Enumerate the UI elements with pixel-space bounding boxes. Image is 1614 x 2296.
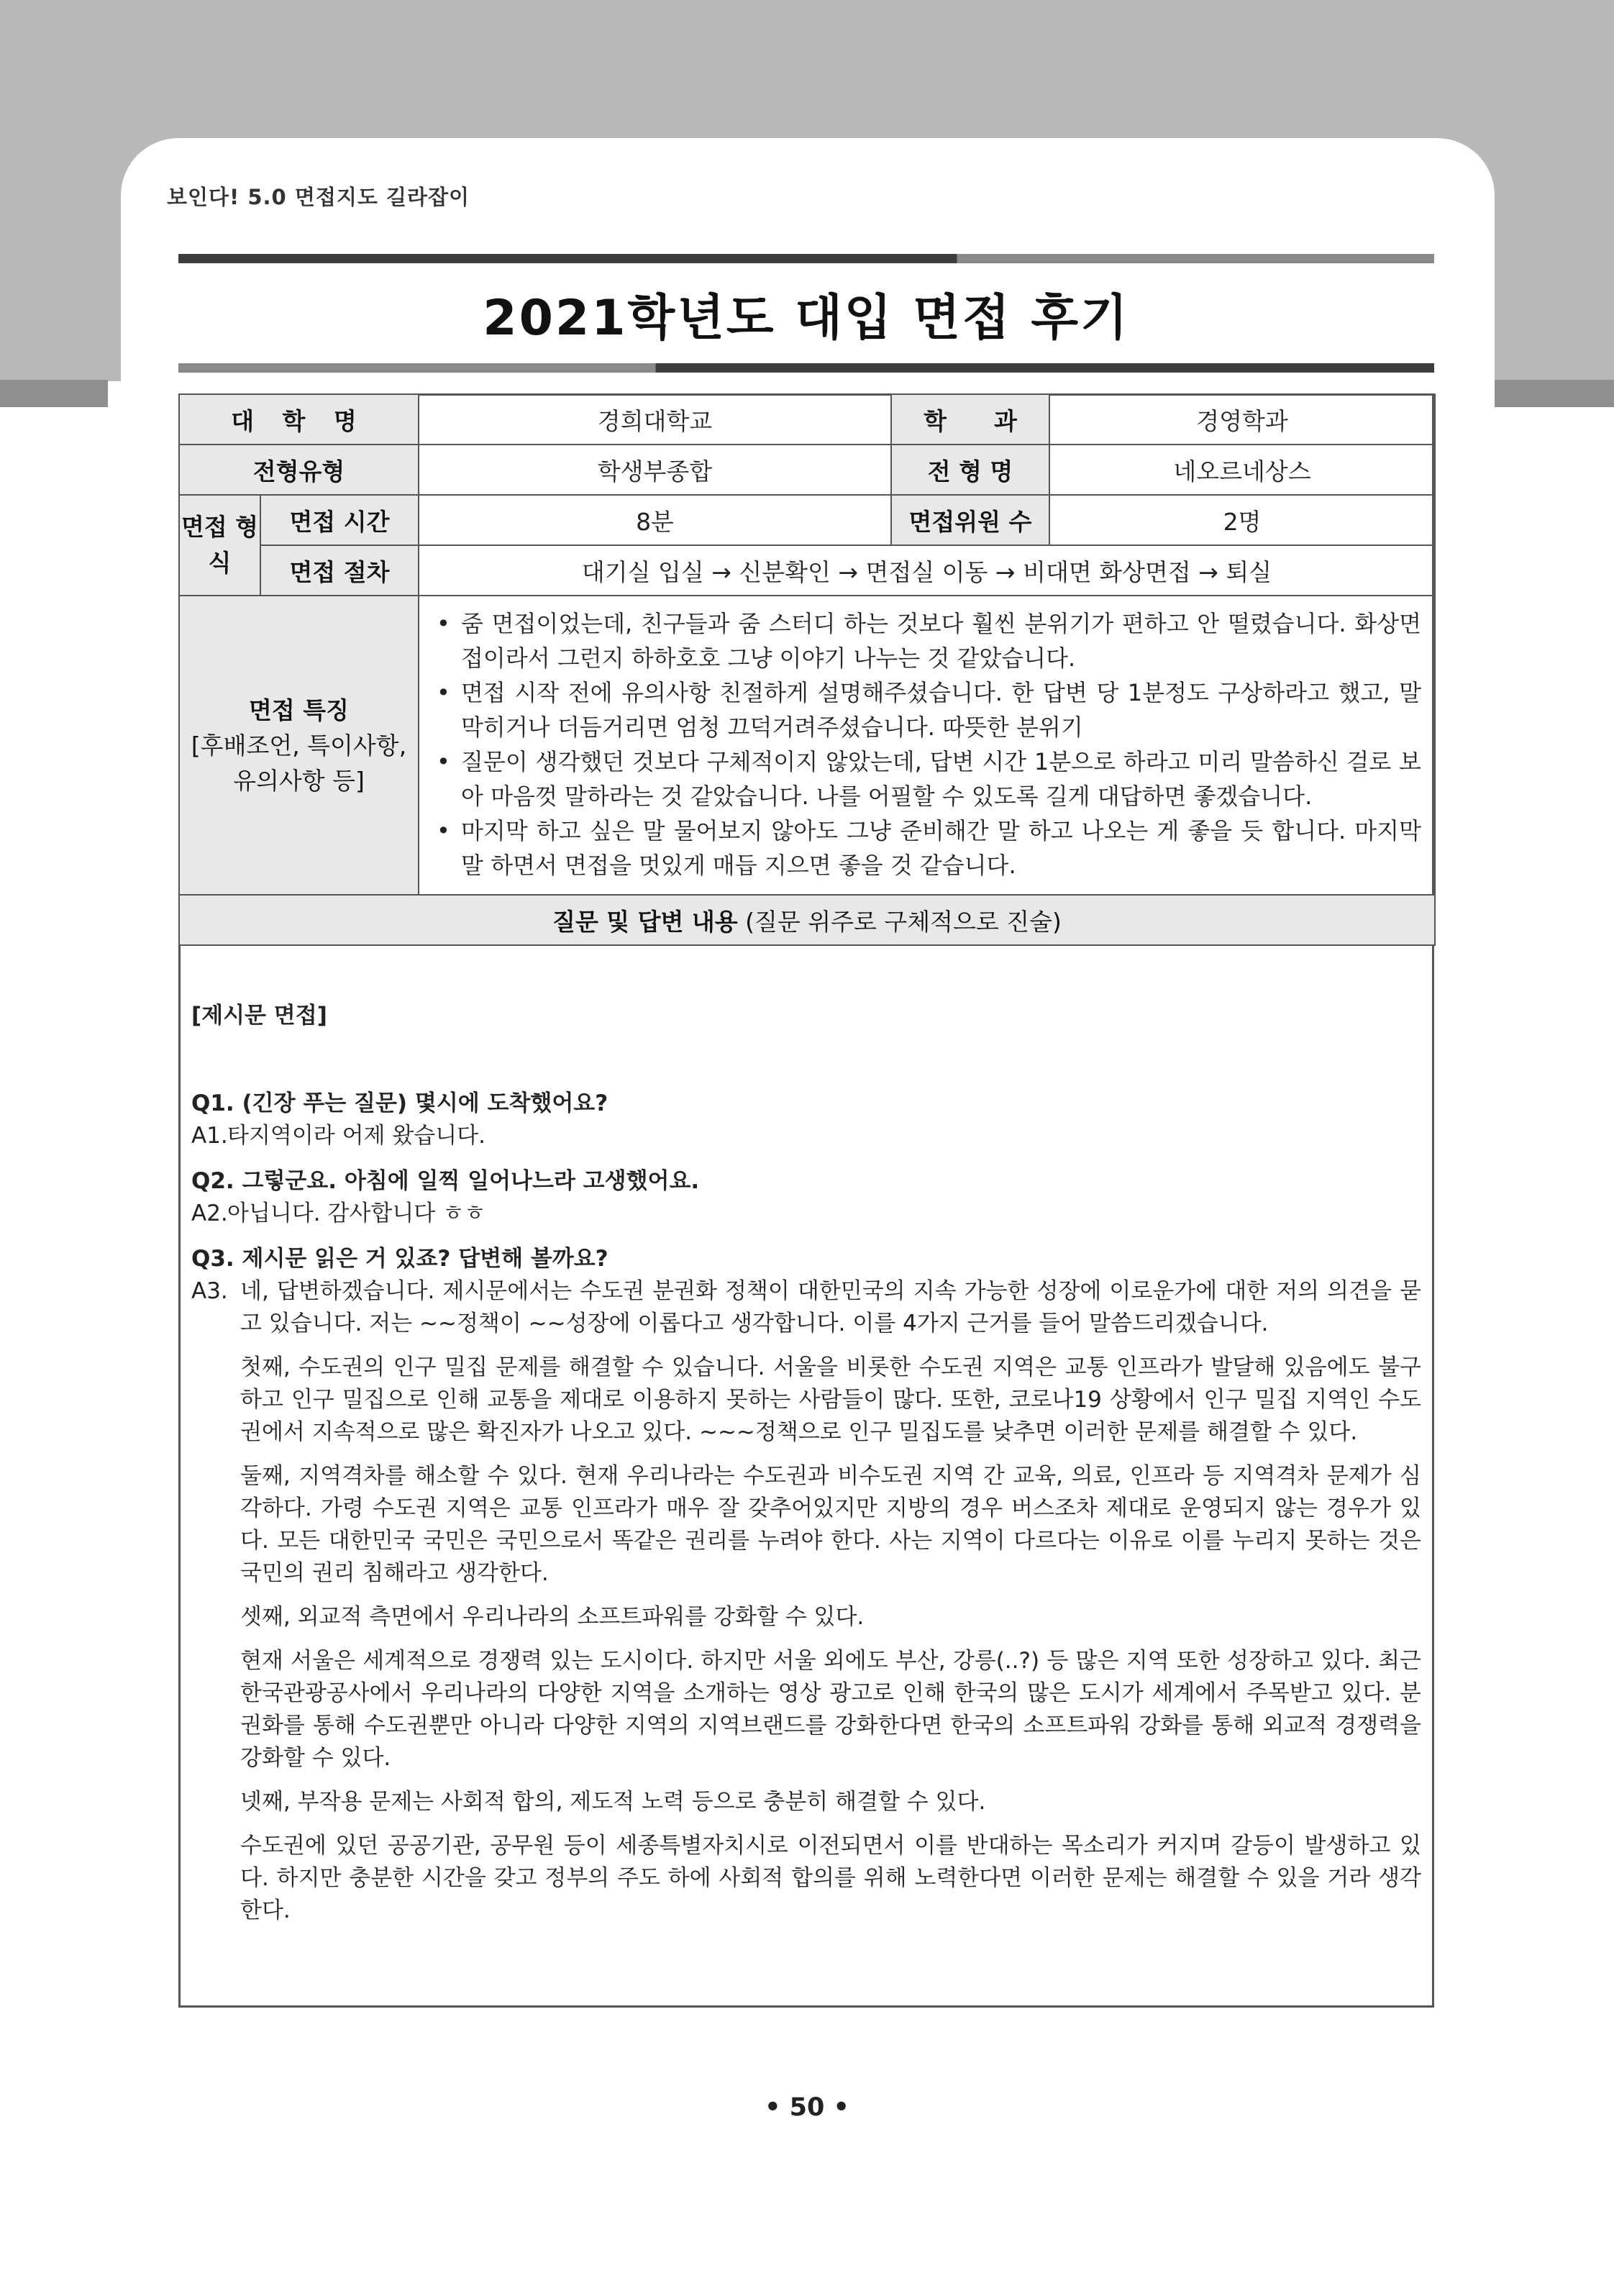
answer-paragraph-4: 수도권에 있던 공공기관, 공무원 등이 세종특별자치시로 이전되면서 이를 반대하는 목소리가 커지며 갈등이 발생하고 있다. 하지만 충분한 시간을 갖고 정부의 주도 하에 사회적 합의를 위해 노력한다면 이러한 문제는 해결할 수 있을 거라 생각한다. <box>240 1833 1421 1923</box>
question-1: Q1. (긴장 푸는 질문) 몇시에 도착했어요? <box>191 1090 608 1116</box>
answer-label: A2. <box>191 1201 228 1226</box>
list-item: • 질문이 생각했던 것보다 구체적이지 않았는데, 답변 시간 1분으로 하라고 미리 말씀하신 걸로 보아 마음껏 말하라는 것 같았습니다. 나를 어필할 수 있도록 길게 대답하면 좋겠습니다. <box>437 744 1421 814</box>
answer-3 <box>191 1275 1421 1340</box>
qa-body <box>191 1000 1421 1927</box>
university-value: 경희대학교 <box>419 394 891 445</box>
table-row <box>179 394 1435 445</box>
title-rule-top <box>178 254 1434 263</box>
answer-2 <box>191 1198 1421 1230</box>
admission-name-label: 전 형 명 <box>891 445 1049 495</box>
table-row <box>179 895 1435 945</box>
left-side-tab <box>0 380 108 407</box>
answer-paragraph-1: 첫째, 수도권의 인구 밀집 문제를 해결할 수 있습니다. 서울을 비롯한 수도권 지역은 교통 인프라가 발달해 있음에도 불구하고 인구 밀집으로 인해 교통을 제대로 이용하지 못하는 사람들이 많다. 또한, 코로나19 상황에서 인구 밀집 지역인 수도권에서 지속적으로 많은 확진자가 나오고 있다. ~~~정책으로 인구 밀집도를 낮추면 이러한 문제를 해결할 수 있다. <box>240 1354 1421 1445</box>
qa-title-note: (질문 위주로 구체적으로 진술) <box>737 907 1062 936</box>
table-row <box>179 545 1435 596</box>
interview-info-table <box>178 393 1436 946</box>
answer-paragraph-3-heading: 셋째, 외교적 측면에서 우리나라의 소프트파워를 강화할 수 있다. <box>240 1604 865 1630</box>
features-list <box>419 596 1434 894</box>
question-3: Q3. 제시문 읽은 거 있죠? 답변해 볼까요? <box>191 1246 608 1272</box>
admission-type-value: 학생부종합 <box>419 445 891 495</box>
page-title: 2021학년도 대입 면접 후기 <box>483 290 1130 347</box>
features-cell <box>419 596 1435 895</box>
university-label: 대 학 명 <box>179 394 419 445</box>
list-item: • 마지막 하고 싶은 말 물어보지 않아도 그냥 준비해간 말 하고 나오는 게 좋을 듯 합니다. 마지막 말 하면서 면접을 멋있게 매듭 지으면 좋을 것 같습니다. <box>437 814 1421 883</box>
department-value: 경영학과 <box>1049 394 1435 445</box>
title-rule-bottom <box>178 363 1434 373</box>
answer-paragraph-2: 둘째, 지역격차를 해소할 수 있다. 현재 우리나라는 수도권과 비수도권 지역 간 교육, 의료, 인프라 등 지역격차 문제가 심각하다. 가령 수도권 지역은 교통 인프라가 매우 잘 갖추어있지만 지방의 경우 버스조차 제대로 운영되지 않는 경우가 있다. 모든 대한민국 국민은 국민으로서 똑같은 권리를 누려야 한다. 사는 지역이 다르다는 이유로 이를 누리지 못하는 것은 국민의 권리 침해라고 생각한다. <box>240 1463 1421 1586</box>
interviewers-label: 면접위원 수 <box>891 495 1049 545</box>
qa-section-header <box>179 895 1435 945</box>
page-number: • 50 • <box>765 2093 849 2122</box>
time-label: 면접 시간 <box>260 495 419 545</box>
answer-label: A1. <box>191 1123 228 1149</box>
right-side-tab <box>1492 380 1614 407</box>
answer-text: 타지역이라 어제 왔습니다. <box>227 1123 485 1149</box>
features-label-title: 면접 특징 <box>248 696 349 724</box>
section-label: [제시문 면접] <box>191 1003 327 1029</box>
table-row <box>179 495 1435 545</box>
format-label: 면접 형식 <box>179 495 260 596</box>
list-item: • 줌 면접이었는데, 친구들과 줌 스터디 하는 것보다 훨씬 분위기가 편하고 안 떨렸습니다. 화상면접이라서 그런지 하하호호 그냥 이야기 나누는 것 같았습니다. <box>437 606 1421 675</box>
answer-text: 네, 답변하겠습니다. 제시문에서는 수도권 분권화 정책이 대한민국의 지속 가능한 성장에 이로운가에 대한 저의 의견을 묻고 있습니다. 저는 ~~정책이 ~~성장에 이롭다고 생각합니다. 이를 4가지 근거를 들어 말씀드리겠습니다. <box>240 1278 1421 1336</box>
running-header: 보인다! 5.0 면접지도 길라잡이 <box>167 185 470 209</box>
procedure-label: 면접 절차 <box>260 545 419 596</box>
answer-paragraph-4-heading: 넷째, 부작용 문제는 사회적 합의, 제도적 노력 등으로 충분히 해결할 수 있다. <box>240 1789 986 1815</box>
features-label-detail: [후배조언, 특이사항, 유의사항 등] <box>191 731 407 795</box>
answer-paragraph-3: 현재 서울은 세계적으로 경쟁력 있는 도시이다. 하지만 서울 외에도 부산, 강릉(..?) 등 많은 지역 또한 성장하고 있다. 최근 한국관광공사에서 우리나라의 다양한 지역을 소개하는 영상 광고로 인해 한국의 많은 도시가 세계에서 주목받고 있다. 분권화를 통해 수도권뿐만 아니라 다양한 지역의 지역브랜드를 강화한다면 한국의 소프트파워 강화를 통해 외교적 경쟁력을 강화할 수 있다. <box>240 1648 1421 1771</box>
features-label <box>179 596 419 895</box>
interviewers-value: 2명 <box>1049 495 1435 545</box>
table-row <box>179 445 1435 495</box>
answer-1 <box>191 1120 1421 1152</box>
time-value: 8분 <box>419 495 891 545</box>
admission-type-label: 전형유형 <box>179 445 419 495</box>
department-label: 학 과 <box>891 394 1049 445</box>
answer-label: A3. <box>191 1278 228 1304</box>
table-row <box>179 596 1435 895</box>
admission-name-value: 네오르네상스 <box>1049 445 1435 495</box>
qa-title: 질문 및 답변 내용 <box>552 907 738 936</box>
procedure-value: 대기실 입실 → 신분확인 → 면접실 이동 → 비대면 화상면접 → 퇴실 <box>419 545 1435 596</box>
list-item: • 면접 시작 전에 유의사항 친절하게 설명해주셨습니다. 한 답변 당 1분정도 구상하라고 했고, 말 막히거나 더듬거리면 엄청 끄덕거려주셨습니다. 따뜻한 분위기 <box>437 675 1421 744</box>
answer-text: 아닙니다. 감사합니다 ㅎㅎ <box>227 1201 485 1226</box>
question-2: Q2. 그렇군요. 아침에 일찍 일어나느라 고생했어요. <box>191 1168 700 1194</box>
